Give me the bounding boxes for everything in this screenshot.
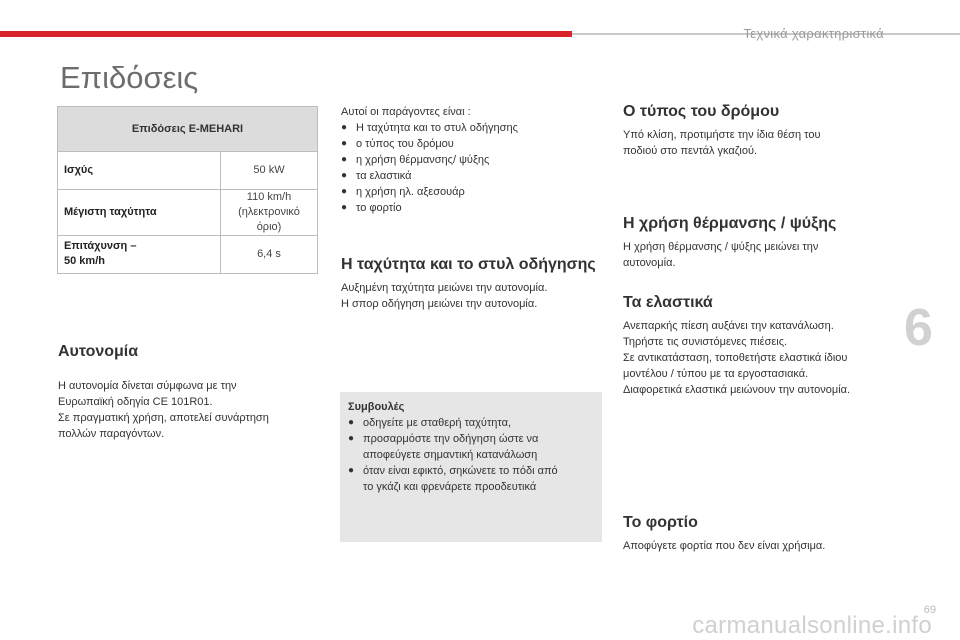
page-title: Επιδόσεις bbox=[60, 60, 199, 95]
list-item: ● το φορτίο bbox=[341, 200, 601, 216]
list-item: ● προσαρμόστε την οδήγηση ώστε να αποφεύγετε σημαντική κατανάλωση bbox=[348, 431, 594, 463]
row-value-power: 50 kW bbox=[221, 152, 318, 190]
tips-box bbox=[340, 392, 602, 542]
speed-style-text bbox=[341, 280, 601, 312]
list-item: ● η χρήση ηλ. αξεσουάρ bbox=[341, 184, 601, 200]
row-value-acceleration: 6,4 s bbox=[221, 235, 318, 273]
list-item: ● όταν είναι εφικτό, σηκώνετε το πόδι από το γκάζι και φρενάρετε προοδευτικά bbox=[348, 463, 594, 495]
chapter-number: 6 bbox=[904, 299, 933, 357]
text-line: Διαφορετικά ελαστικά μειώνουν την αυτονομία. bbox=[623, 384, 851, 396]
load-title: Το φορτίο bbox=[623, 514, 698, 531]
tyres-text bbox=[623, 318, 898, 398]
text-line: Η αυτονομία δίνεται σύμφωνα με την bbox=[58, 380, 237, 392]
text-line: Σε αντικατάσταση, τοποθετήστε ελαστικά ίδιου bbox=[623, 352, 848, 364]
heating-title: Η χρήση θέρμανσης / ψύξης bbox=[623, 215, 837, 232]
section-title: Τεχνικά χαρακτηριστικά bbox=[743, 26, 884, 41]
header-red-bar bbox=[0, 31, 572, 37]
top-speed-value: 110 km/h bbox=[246, 191, 292, 203]
page-number: 69 bbox=[923, 604, 936, 616]
tyres-title: Τα ελαστικά bbox=[623, 294, 713, 311]
list-item: ● Η ταχύτητα και το στυλ οδήγησης bbox=[341, 120, 601, 136]
watermark: carmanualsonline.info bbox=[692, 612, 932, 639]
list-item: ● τα ελαστικά bbox=[341, 168, 601, 184]
row-label-power: Ισχύς bbox=[58, 152, 221, 190]
text-line: Η χρήση θέρμανσης / ψύξης μειώνει την bbox=[623, 241, 819, 253]
text-line: αυτονομία. bbox=[623, 257, 676, 269]
heating-text bbox=[623, 239, 893, 271]
text-line: Σε πραγματική χρήση, αποτελεί συνάρτηση bbox=[58, 412, 269, 424]
text-line: Η σπορ οδήγηση μειώνει την αυτονομία. bbox=[341, 298, 538, 310]
tips-list bbox=[348, 415, 594, 495]
text-line: Αποφύγετε φορτία που δεν είναι χρήσιμα. bbox=[623, 540, 826, 552]
top-speed-note: (ηλεκτρονικό όριο) bbox=[238, 205, 300, 233]
acceleration-label-line2: 50 km/h bbox=[64, 255, 105, 268]
factors-intro: Αυτοί οι παράγοντες είναι : bbox=[341, 106, 471, 118]
list-item: ● οδηγείτε με σταθερή ταχύτητα, bbox=[348, 415, 594, 431]
row-label-top-speed: Μέγιστη ταχύτητα bbox=[58, 190, 221, 236]
list-item: ● ο τύπος του δρόμου bbox=[341, 136, 601, 152]
speed-style-title: Η ταχύτητα και το στυλ οδήγησης bbox=[341, 256, 596, 273]
text-line: Ανεπαρκής πίεση αυξάνει την κατανάλωση. bbox=[623, 320, 834, 332]
text-line: Αυξημένη ταχύτητα μειώνει την αυτονομία. bbox=[341, 282, 548, 294]
text-line: πολλών παραγόντων. bbox=[58, 428, 165, 440]
factors-block bbox=[341, 104, 601, 216]
row-value-top-speed bbox=[221, 190, 318, 236]
road-type-text bbox=[623, 127, 893, 159]
road-type-title: Ο τύπος του δρόμου bbox=[623, 103, 780, 120]
text-line: Ευρωπαϊκή οδηγία CE 101R01. bbox=[58, 396, 213, 408]
list-item: ● η χρήση θέρμανσης/ ψύξης bbox=[341, 152, 601, 168]
autonomy-title: Αυτονομία bbox=[58, 343, 139, 360]
tips-title: Συμβουλές bbox=[348, 401, 405, 413]
table-row bbox=[58, 190, 318, 236]
table-row bbox=[58, 235, 318, 273]
factors-list bbox=[341, 120, 601, 216]
text-line: Υπό κλίση, προτιμήστε την ίδια θέση του bbox=[623, 129, 821, 141]
table-row bbox=[58, 152, 318, 190]
text-line: Τηρήστε τις συνιστόμενες πιέσεις. bbox=[623, 336, 788, 348]
acceleration-label-line1: Επιτάχυνση – bbox=[64, 239, 137, 252]
text-line: ποδιού στο πεντάλ γκαζιού. bbox=[623, 145, 758, 157]
table-heading: Επιδόσεις E-MEHARI bbox=[58, 107, 318, 152]
row-label-acceleration bbox=[58, 235, 221, 273]
performance-table bbox=[57, 106, 318, 274]
load-text bbox=[623, 538, 893, 554]
text-line: μοντέλου / τύπου με τα εργοστασιακά. bbox=[623, 368, 809, 380]
autonomy-text bbox=[58, 378, 328, 442]
